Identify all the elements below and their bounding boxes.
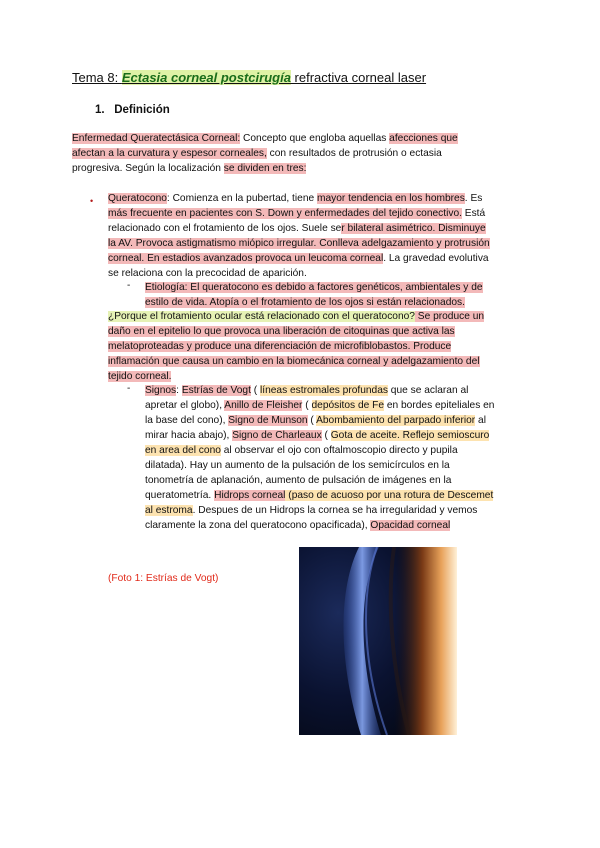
highlight: Etiología: El queratocono es debido a factores genéticos, ambientales y de [145, 282, 483, 293]
section-heading [95, 104, 170, 116]
highlight: depósitos de Fe [311, 400, 385, 411]
text: al [475, 415, 486, 426]
bullet-icon: • [90, 196, 94, 206]
highlight: ( [285, 490, 292, 501]
vogt-striae-photo [299, 547, 457, 735]
etiologia-paragraph [145, 280, 483, 310]
highlight: . Conlleva adelgazamiento y protrusión [313, 238, 490, 249]
dash-icon: - [127, 280, 131, 291]
text: mirar hacia abajo), [145, 430, 233, 441]
section-label: Definición [114, 104, 170, 116]
title-highlight: Ectasia corneal postcirugía [121, 70, 291, 85]
text: : Comienza en la pubertad, tiene [166, 193, 317, 204]
text: apretar el globo), [145, 400, 225, 411]
highlight: Signo de Munson [228, 415, 308, 426]
highlight: Se produce un [414, 311, 485, 322]
highlight: más frecuente en pacientes con S. Down y enfermedades del tejido conectivo. [108, 208, 462, 219]
text: que se aclaran al [387, 385, 469, 396]
highlight: inflamación que causa un cambio en la biomecánica corneal y adelgazamiento del [108, 356, 480, 367]
text: con resultados de protrusión o ectasia [266, 148, 442, 159]
document-title [72, 70, 426, 85]
highlight: Anillo de Fleisher [224, 400, 303, 411]
highlight: Abombamiento del parpado inferior [316, 415, 476, 426]
text: . La gravedad evolutiva [383, 253, 489, 264]
text: Concepto que engloba aquellas [240, 133, 390, 144]
highlight: afecciones que [389, 133, 458, 144]
highlight: Gota de aceite. Reflejo semioscuro [330, 430, 490, 441]
highlight: Queratocono [108, 193, 167, 204]
text: ( [302, 400, 312, 411]
text: ( [321, 430, 331, 441]
text: relacionado con el frotamiento de los ojos. Suele se [108, 223, 342, 234]
highlight: r bilateral asimétrico. Disminuye [341, 223, 486, 234]
pregunta-paragraph [108, 309, 484, 384]
text: : [176, 385, 182, 396]
highlight: en area del cono [145, 445, 221, 456]
queratocono-paragraph [108, 191, 490, 281]
highlight: ¿Porque el frotamiento ocular está relacionado con el queratocono? [108, 311, 415, 322]
text: . Despues de un Hidrops la cornea se ha irregularidad y vemos [192, 505, 478, 516]
text: claramente la zona del queratocono opacificada), [145, 520, 371, 531]
text: progresiva. Según la localización [72, 163, 224, 174]
highlight: Signos [145, 385, 177, 396]
highlight: Opacidad corneal [370, 520, 451, 531]
highlight: se dividen en tres: [223, 163, 307, 174]
title-suffix: refractiva corneal laser [290, 70, 427, 85]
highlight: Signo de Charleaux [232, 430, 322, 441]
highlight: Estrías de Vogt [181, 385, 251, 396]
text: se relaciona con la precocidad de aparición. [108, 268, 307, 279]
dash-icon: - [127, 383, 131, 394]
text: ( [307, 415, 317, 426]
highlight: estilo de vida. Atopía o el frotamiento de los ojos si están relacionados. [145, 297, 465, 308]
photo-caption: (Foto 1: Estrías de Vogt) [108, 573, 219, 584]
highlight: tejido corneal. [108, 371, 172, 382]
title-prefix: Tema 8: [72, 70, 122, 85]
text: queratometría. [145, 490, 215, 501]
highlight: daño en el epitelio lo que provoca una liberación de citoquinas que activa las [108, 326, 455, 337]
highlight: corneal. En estadios avanzados provoca un leucoma corneal [108, 253, 384, 264]
term-highlight: Enfermedad Queratectásica Corneal: [72, 133, 241, 144]
highlight: Hidrops corneal [214, 490, 286, 501]
highlight: al estroma [145, 505, 193, 516]
text: . Es [464, 193, 483, 204]
highlight: la AV. Provoca astigmatismo miópico irregular [108, 238, 314, 249]
photo-image [299, 547, 457, 735]
highlight: paso de acuoso por una rotura de Descemet [291, 490, 494, 501]
highlight: mayor tendencia en los hombres [316, 193, 465, 204]
text: Está [461, 208, 486, 219]
text: tonometría de aplanación, aumento de pulsación de imágenes en la [145, 475, 452, 486]
text: dilatada). Hay un aumento de la pulsación de los semicírculos en la [145, 460, 450, 471]
text: ( [250, 385, 260, 396]
highlight: afectan a la curvatura y espesor corneales, [72, 148, 267, 159]
highlight: líneas estromales profundas [259, 385, 388, 396]
section-number: 1. [95, 104, 105, 116]
highlight: melatoproteadas y produce una diferenciación de microfiblobastos. Produce [108, 341, 452, 352]
text: en bordes epiteliales en [384, 400, 495, 411]
intro-paragraph [72, 131, 458, 176]
signos-paragraph [145, 383, 494, 533]
text: la base del cono), [145, 415, 229, 426]
text: al observar el ojo con oftalmoscopio directo y pupila [220, 445, 458, 456]
